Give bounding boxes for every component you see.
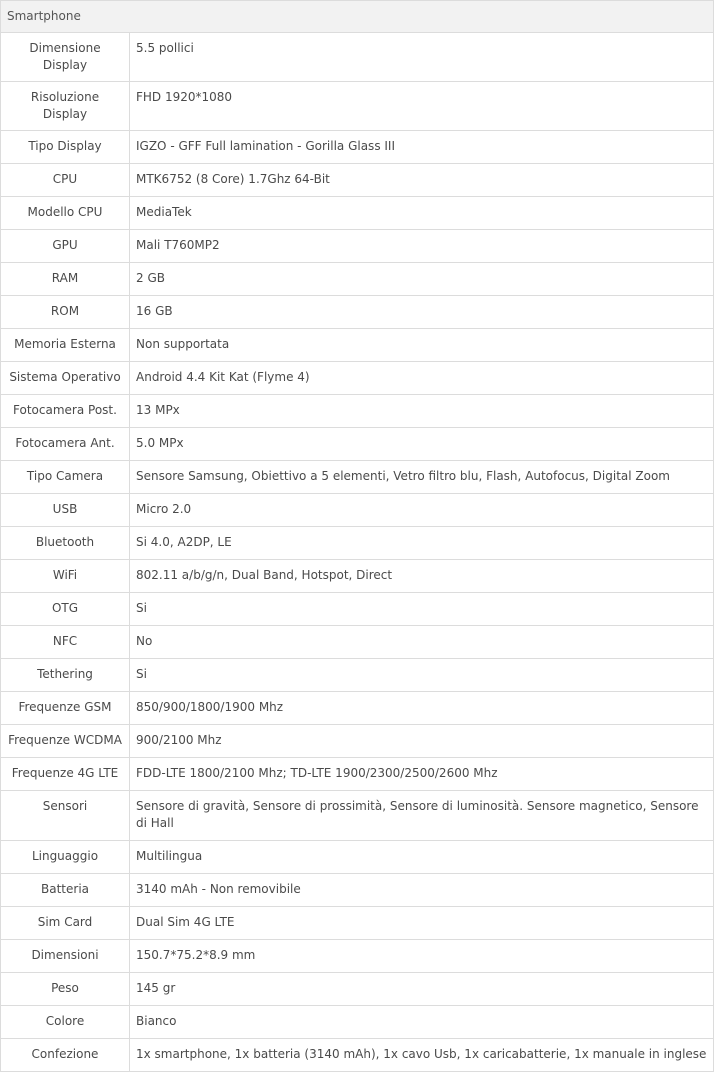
spec-label: Frequenze GSM <box>1 692 130 725</box>
table-row <box>1 907 714 940</box>
spec-label: Bluetooth <box>1 527 130 560</box>
table-row <box>1 131 714 164</box>
spec-value: 13 MPx <box>130 395 714 428</box>
table-row <box>1 973 714 1006</box>
table-row <box>1 874 714 907</box>
spec-label: Sim Card <box>1 907 130 940</box>
table-header-row <box>1 1 714 33</box>
spec-value: Sensore Samsung, Obiettivo a 5 elementi, Vetro filtro blu, Flash, Autofocus, Digital Zoom <box>130 461 714 494</box>
spec-value: 150.7*75.2*8.9 mm <box>130 940 714 973</box>
table-row <box>1 494 714 527</box>
spec-table-body <box>1 33 714 1072</box>
spec-label: Dimensioni <box>1 940 130 973</box>
table-row <box>1 791 714 841</box>
table-row <box>1 1039 714 1072</box>
spec-label: Frequenze 4G LTE <box>1 758 130 791</box>
spec-label: Risoluzione Display <box>1 82 130 131</box>
table-row <box>1 461 714 494</box>
spec-value: 5.5 pollici <box>130 33 714 82</box>
spec-label: CPU <box>1 164 130 197</box>
spec-label: GPU <box>1 230 130 263</box>
table-row <box>1 197 714 230</box>
spec-value: Si 4.0, A2DP, LE <box>130 527 714 560</box>
spec-value: 16 GB <box>130 296 714 329</box>
table-row <box>1 593 714 626</box>
spec-label: Linguaggio <box>1 841 130 874</box>
spec-value: Micro 2.0 <box>130 494 714 527</box>
spec-value: IGZO - GFF Full lamination - Gorilla Glass III <box>130 131 714 164</box>
table-row <box>1 527 714 560</box>
spec-label: Confezione <box>1 1039 130 1072</box>
spec-value: 1x smartphone, 1x batteria (3140 mAh), 1x cavo Usb, 1x caricabatterie, 1x manuale in inglese <box>130 1039 714 1072</box>
spec-value: Non supportata <box>130 329 714 362</box>
spec-value: Mali T760MP2 <box>130 230 714 263</box>
table-row <box>1 1006 714 1039</box>
spec-label: OTG <box>1 593 130 626</box>
table-row <box>1 725 714 758</box>
spec-value: MediaTek <box>130 197 714 230</box>
spec-label: Sistema Operativo <box>1 362 130 395</box>
spec-label: Frequenze WCDMA <box>1 725 130 758</box>
table-row <box>1 560 714 593</box>
table-row <box>1 428 714 461</box>
table-row <box>1 395 714 428</box>
spec-label: Sensori <box>1 791 130 841</box>
spec-value: Dual Sim 4G LTE <box>130 907 714 940</box>
table-row <box>1 329 714 362</box>
spec-value: 900/2100 Mhz <box>130 725 714 758</box>
table-row <box>1 659 714 692</box>
spec-label: Peso <box>1 973 130 1006</box>
table-row <box>1 296 714 329</box>
spec-label: RAM <box>1 263 130 296</box>
spec-value: No <box>130 626 714 659</box>
spec-value: 802.11 a/b/g/n, Dual Band, Hotspot, Direct <box>130 560 714 593</box>
spec-value: FHD 1920*1080 <box>130 82 714 131</box>
spec-label: WiFi <box>1 560 130 593</box>
table-row <box>1 362 714 395</box>
spec-value: Si <box>130 593 714 626</box>
spec-value: 145 gr <box>130 973 714 1006</box>
spec-label: USB <box>1 494 130 527</box>
spec-label: Fotocamera Ant. <box>1 428 130 461</box>
table-row <box>1 940 714 973</box>
table-row <box>1 841 714 874</box>
table-row <box>1 692 714 725</box>
table-row <box>1 626 714 659</box>
spec-label: Fotocamera Post. <box>1 395 130 428</box>
table-row <box>1 263 714 296</box>
spec-value: Android 4.4 Kit Kat (Flyme 4) <box>130 362 714 395</box>
table-row <box>1 164 714 197</box>
spec-label: ROM <box>1 296 130 329</box>
spec-label: Memoria Esterna <box>1 329 130 362</box>
spec-value: FDD-LTE 1800/2100 Mhz; TD-LTE 1900/2300/2500/2600 Mhz <box>130 758 714 791</box>
spec-label: Tipo Camera <box>1 461 130 494</box>
spec-value: Multilingua <box>130 841 714 874</box>
spec-value: Sensore di gravità, Sensore di prossimità, Sensore di luminosità. Sensore magnetico, Sensore di Hall <box>130 791 714 841</box>
spec-value: 5.0 MPx <box>130 428 714 461</box>
spec-label: Modello CPU <box>1 197 130 230</box>
spec-label: Tipo Display <box>1 131 130 164</box>
table-row <box>1 230 714 263</box>
spec-value: 2 GB <box>130 263 714 296</box>
spec-value: Si <box>130 659 714 692</box>
spec-label: Dimensione Display <box>1 33 130 82</box>
table-title: Smartphone <box>1 1 714 33</box>
table-row <box>1 758 714 791</box>
table-row <box>1 82 714 131</box>
spec-value: 850/900/1800/1900 Mhz <box>130 692 714 725</box>
spec-label: Tethering <box>1 659 130 692</box>
spec-value: MTK6752 (8 Core) 1.7Ghz 64-Bit <box>130 164 714 197</box>
spec-value: Bianco <box>130 1006 714 1039</box>
spec-label: Colore <box>1 1006 130 1039</box>
spec-label: Batteria <box>1 874 130 907</box>
spec-value: 3140 mAh - Non removibile <box>130 874 714 907</box>
table-row <box>1 33 714 82</box>
spec-label: NFC <box>1 626 130 659</box>
